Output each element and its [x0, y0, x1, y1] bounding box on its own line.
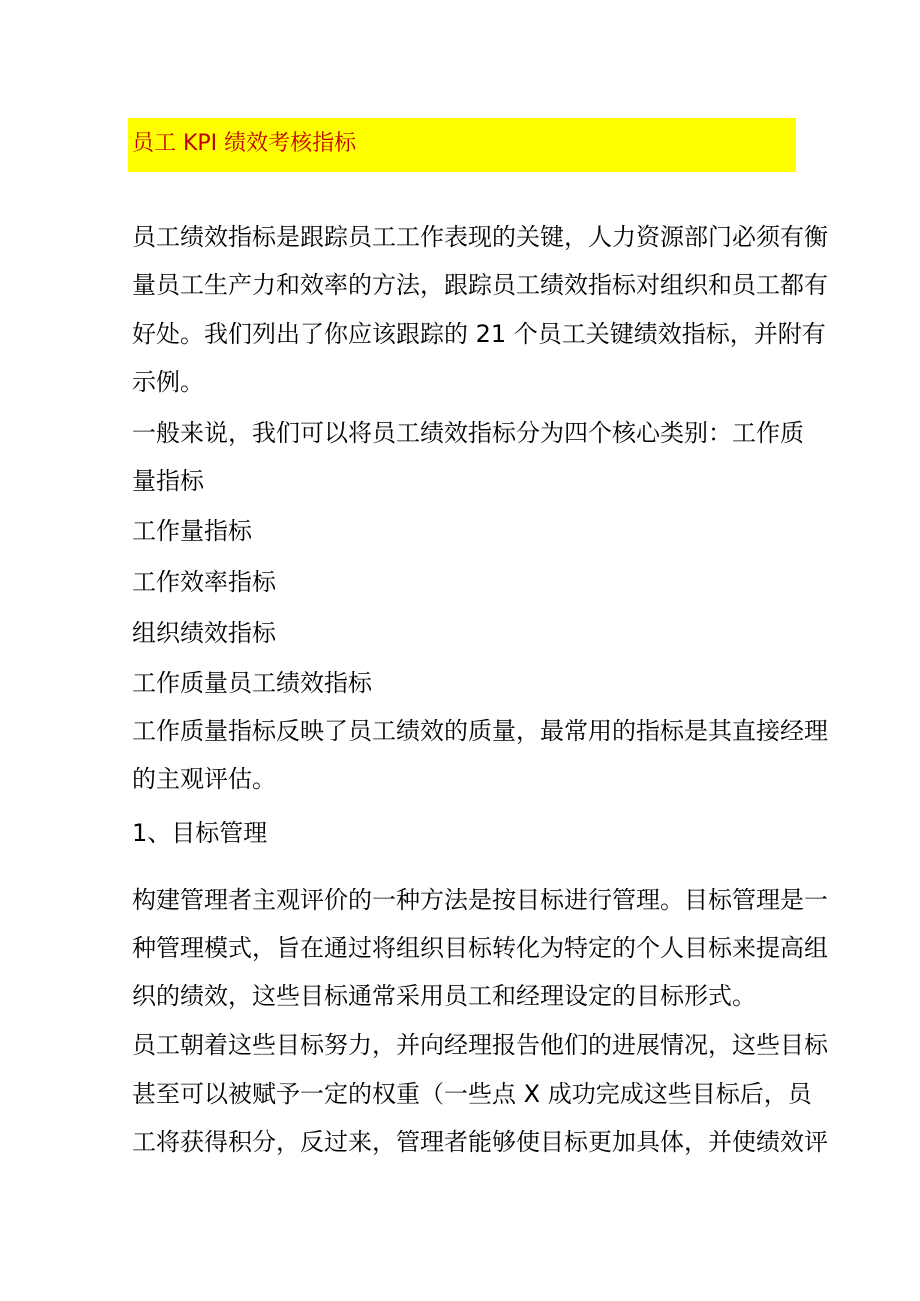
list-item: 工作量指标	[132, 517, 252, 545]
paragraph-line: 织的绩效，这些目标通常采用员工和经理设定的目标形式。	[132, 982, 756, 1010]
title-highlight	[128, 118, 796, 172]
section-heading: 工作质量员工绩效指标	[132, 669, 372, 697]
paragraph-line: 量员工生产力和效率的方法，跟踪员工绩效指标对组织和员工都有	[132, 271, 828, 299]
paragraph-line: 构建管理者主观评价的一种方法是按目标进行管理。目标管理是一	[132, 886, 828, 914]
paragraph-line: 的主观评估。	[132, 765, 276, 793]
paragraph-line: 好处。我们列出了你应该跟踪的 21 个员工关键绩效指标，并附有	[132, 320, 826, 348]
subsection-heading: 1、目标管理	[132, 819, 268, 847]
paragraph-line: 一般来说，我们可以将员工绩效指标分为四个核心类别：工作质	[132, 419, 804, 447]
paragraph-line: 量指标	[132, 467, 204, 495]
paragraph-line: 工作质量指标反映了员工绩效的质量，最常用的指标是其直接经理	[132, 717, 828, 745]
paragraph-line: 示例。	[132, 368, 204, 396]
paragraph-line: 甚至可以被赋予一定的权重（一些点 X 成功完成这些目标后，员	[132, 1080, 812, 1108]
list-item: 工作效率指标	[132, 568, 276, 596]
paragraph-line: 种管理模式，旨在通过将组织目标转化为特定的个人目标来提高组	[132, 934, 828, 962]
list-item: 组织绩效指标	[132, 619, 276, 647]
paragraph-line: 工将获得积分，反过来，管理者能够使目标更加具体，并使绩效评	[132, 1128, 828, 1156]
paragraph-line: 员工绩效指标是跟踪员工工作表现的关键，人力资源部门必须有衡	[132, 223, 828, 251]
paragraph-line: 员工朝着这些目标努力，并向经理报告他们的进展情况，这些目标	[132, 1031, 828, 1059]
document-title: 员工 KPI 绩效考核指标	[132, 131, 357, 156]
